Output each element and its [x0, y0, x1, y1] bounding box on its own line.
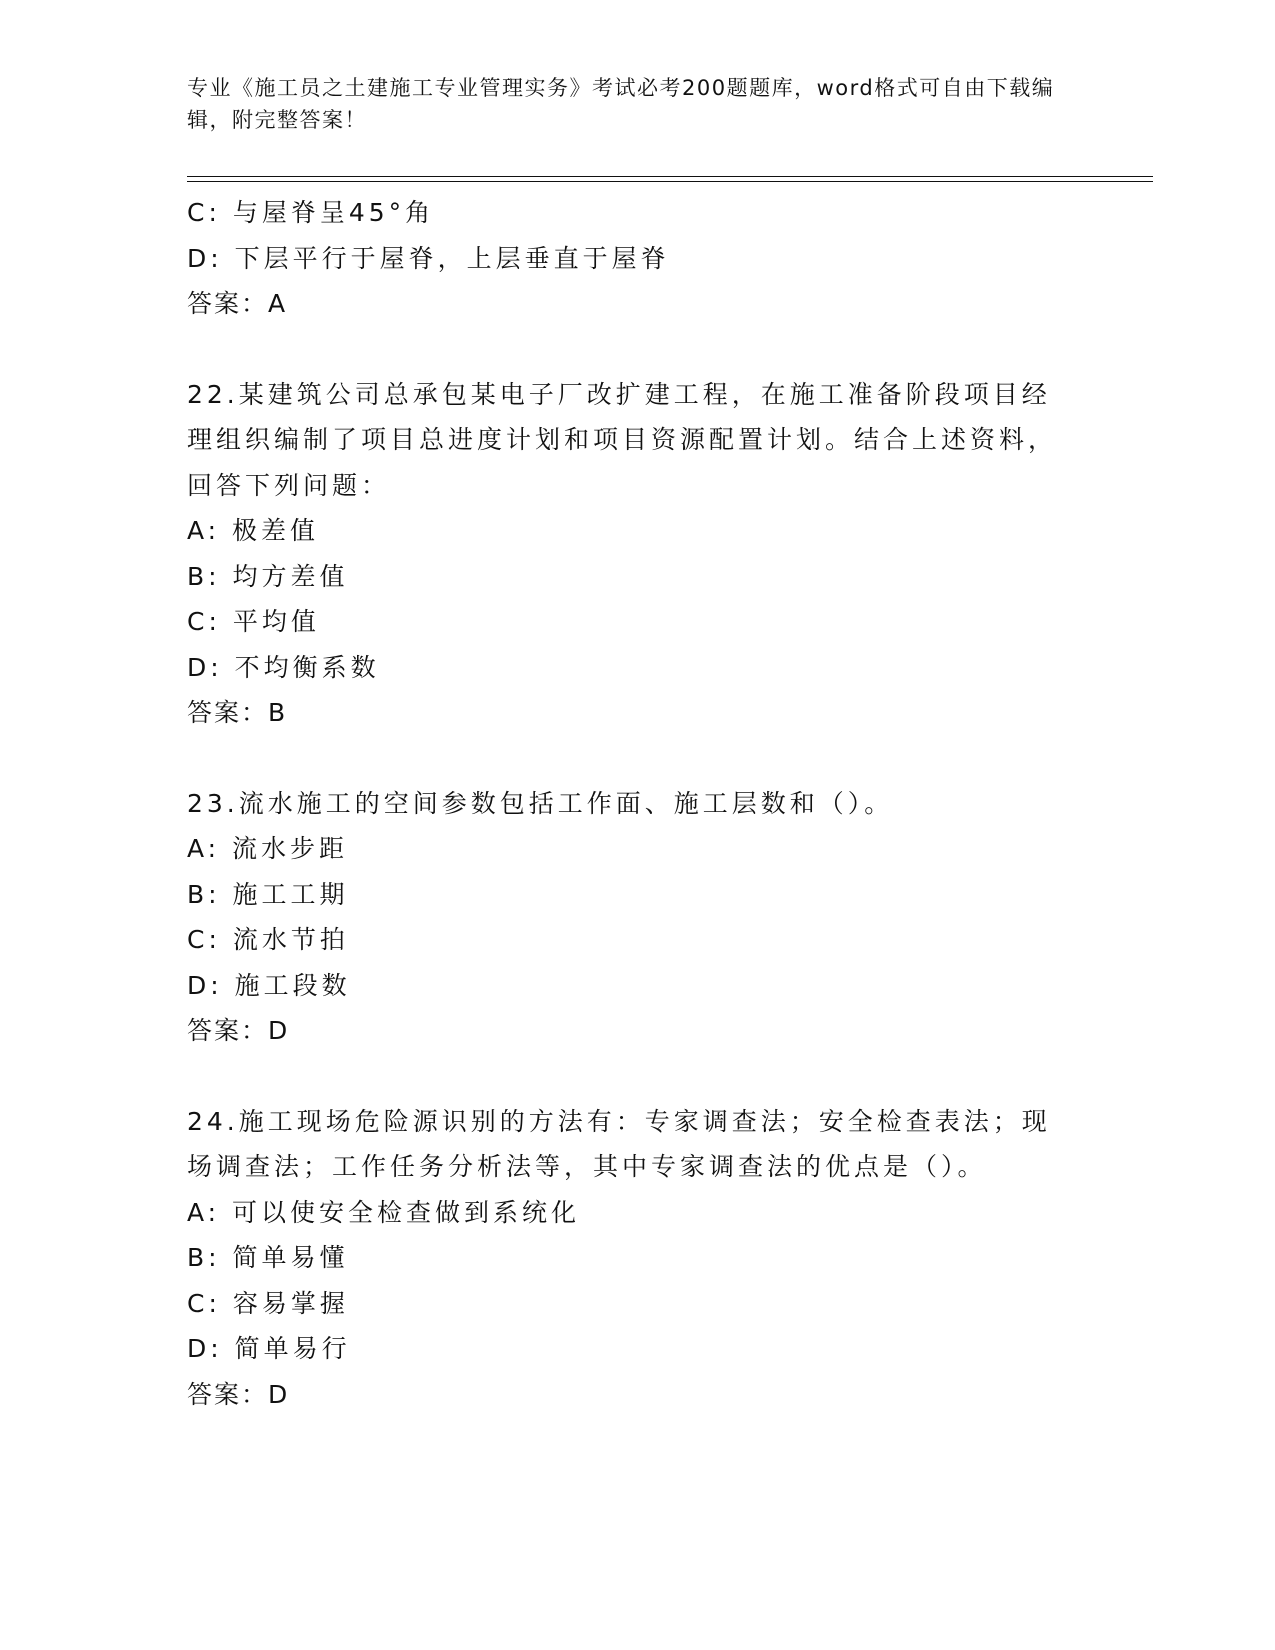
question-23 — [187, 781, 1067, 1054]
option-text: 可以使安全检查做到系统化 — [232, 1197, 581, 1227]
option-a — [187, 826, 1067, 872]
option-b — [187, 872, 1067, 918]
option-b — [187, 554, 1067, 600]
question-list — [187, 190, 1067, 1417]
option-c — [187, 190, 1067, 236]
option-text: 简单易行 — [234, 1334, 351, 1363]
option-text: 简单易懂 — [232, 1243, 349, 1272]
answer-line: 答案：A — [187, 289, 288, 318]
option-text: 施工工期 — [232, 879, 349, 909]
option-text: 施工段数 — [234, 970, 351, 1000]
option-text: 不均衡系数 — [234, 652, 380, 682]
question-text: 22.某建筑公司总承包某电子厂改扩建工程，在施工准备阶段项目经理组织编制了项目总进度计划和项目资源配置计划。结合上述资料，回答下列问题： — [187, 379, 1058, 500]
option-c — [187, 917, 1067, 963]
option-a — [187, 508, 1067, 554]
option-letter: A: — [187, 1197, 221, 1227]
option-letter: C: — [187, 198, 221, 227]
option-d — [187, 645, 1067, 691]
question-text: 23.流水施工的空间参数包括工作面、施工层数和（）。 — [187, 788, 894, 818]
option-text: 流水步距 — [232, 834, 349, 863]
option-text: 均方差值 — [232, 561, 349, 591]
option-letter: C: — [187, 1288, 221, 1318]
question-text: 24.施工现场危险源识别的方法有：专家调查法；安全检查表法；现场调查法；工作任务分析法等，其中专家调查法的优点是（）。 — [187, 1106, 1051, 1181]
option-d — [187, 963, 1067, 1009]
question-24 — [187, 1099, 1067, 1418]
option-letter: D: — [187, 1334, 223, 1363]
option-letter: C: — [187, 607, 221, 636]
answer-line: 答案：D — [187, 1016, 290, 1045]
option-text: 与屋脊呈45°角 — [232, 198, 435, 227]
option-b — [187, 1235, 1067, 1281]
option-text: 平均值 — [232, 607, 320, 636]
option-d — [187, 236, 1067, 282]
option-letter: D: — [187, 970, 223, 1000]
option-text: 流水节拍 — [232, 925, 349, 954]
option-letter: D: — [187, 243, 223, 273]
option-text: 容易掌握 — [232, 1288, 349, 1318]
page-header: 专业《施工员之土建施工专业管理实务》考试必考200题题库，word格式可自由下载编辑，附完整答案！ — [187, 76, 1055, 132]
option-c — [187, 1281, 1067, 1327]
option-d — [187, 1326, 1067, 1372]
prev-question-options — [187, 190, 1067, 327]
option-c — [187, 599, 1067, 645]
option-letter: C: — [187, 925, 221, 954]
option-letter: D: — [187, 652, 223, 682]
option-letter: A: — [187, 516, 221, 545]
option-letter: B: — [187, 1243, 221, 1272]
option-text: 下层平行于屋脊，上层垂直于屋脊 — [234, 243, 670, 273]
option-letter: A: — [187, 834, 221, 863]
question-22 — [187, 372, 1067, 736]
header-rule-top — [187, 176, 1153, 177]
option-a — [187, 1190, 1067, 1236]
answer-line: 答案：B — [187, 698, 288, 727]
header-rule-bottom — [187, 181, 1153, 182]
option-letter: B: — [187, 879, 221, 909]
option-text: 极差值 — [232, 516, 320, 545]
option-letter: B: — [187, 561, 221, 591]
answer-line: 答案：D — [187, 1379, 290, 1409]
